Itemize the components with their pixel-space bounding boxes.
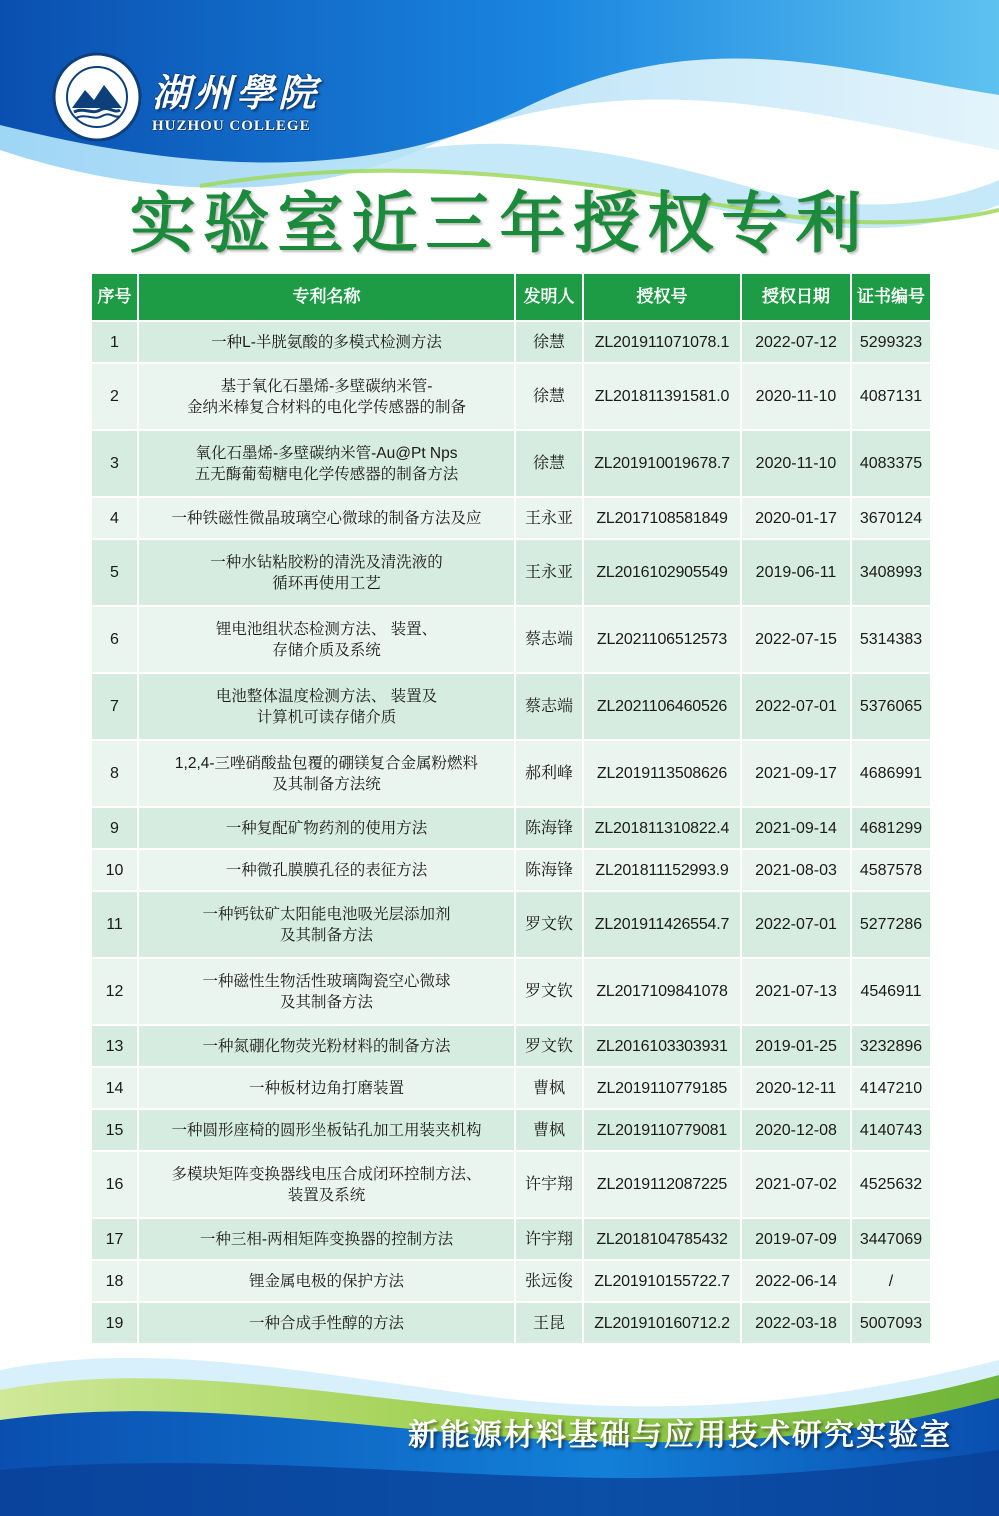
patent-name-line: 金纳米棒复合材料的电化学传感器的制备 bbox=[186, 398, 466, 416]
cell-grant-no: ZL2019110779081 bbox=[583, 1109, 741, 1151]
patent-name-line: 多模块矩阵变换器线电压合成闭环控制方法、 bbox=[171, 1165, 482, 1183]
patent-name-line: 计算机可读存储介质 bbox=[256, 708, 397, 726]
cell-grant-no: ZL201910155722.7 bbox=[583, 1260, 741, 1302]
cell-no: 12 bbox=[91, 958, 138, 1025]
cell-grant-no: ZL2021106512573 bbox=[583, 606, 741, 673]
cell-inventor: 曹枫 bbox=[515, 1109, 583, 1151]
cell-no: 15 bbox=[91, 1109, 138, 1151]
cell-no: 7 bbox=[91, 673, 138, 740]
cell-inventor: 王昆 bbox=[515, 1302, 583, 1344]
lab-name-footer: 新能源材料基础与应用技术研究实验室 bbox=[408, 1418, 952, 1453]
cell-no: 3 bbox=[91, 430, 138, 497]
table-row bbox=[91, 891, 931, 958]
cell-date: 2020-12-08 bbox=[741, 1109, 851, 1151]
cell-grant-no: ZL2016103303931 bbox=[583, 1025, 741, 1067]
cell-date: 2020-11-10 bbox=[741, 430, 851, 497]
cell-cert: 5314383 bbox=[851, 606, 931, 673]
cell-name bbox=[138, 1218, 515, 1260]
cell-inventor: 王永亚 bbox=[515, 539, 583, 606]
cell-name bbox=[138, 740, 515, 807]
table-row bbox=[91, 673, 931, 740]
cell-name bbox=[138, 1109, 515, 1151]
header-name: 专利名称 bbox=[138, 273, 515, 321]
cell-date: 2021-07-02 bbox=[741, 1151, 851, 1218]
college-chinese-name: 湖州學院 bbox=[152, 70, 321, 115]
patent-name-line: 一种氮硼化物荧光粉材料的制备方法 bbox=[202, 1037, 451, 1055]
patent-name-line: 一种铁磁性微晶玻璃空心微球的制备方法及应 bbox=[171, 509, 482, 527]
cell-grant-no: ZL201910160712.2 bbox=[583, 1302, 741, 1344]
cell-no: 19 bbox=[91, 1302, 138, 1344]
patent-name-line: 一种微孔膜膜孔径的表征方法 bbox=[225, 861, 428, 879]
cell-no: 17 bbox=[91, 1218, 138, 1260]
table-row bbox=[91, 497, 931, 539]
patent-name-line: 氧化石墨烯-多壁碳纳米管-Au@Pt Nps bbox=[195, 444, 458, 462]
patent-name-line: 存储介质及系统 bbox=[272, 641, 381, 659]
table-row bbox=[91, 606, 931, 673]
patent-name-line: 装置及系统 bbox=[287, 1186, 366, 1204]
patent-name-line: 一种水钻粘胶粉的清洗及清洗液的 bbox=[210, 553, 443, 571]
cell-name bbox=[138, 321, 515, 363]
cell-no: 2 bbox=[91, 363, 138, 430]
cell-no: 10 bbox=[91, 849, 138, 891]
cell-cert: 5007093 bbox=[851, 1302, 931, 1344]
patent-name-line: 一种板材边角打磨装置 bbox=[248, 1079, 404, 1097]
patent-name-line: 一种复配矿物药剂的使用方法 bbox=[225, 819, 428, 837]
cell-date: 2019-01-25 bbox=[741, 1025, 851, 1067]
patent-name-line: 一种磁性生物活性玻璃陶瓷空心微球 bbox=[202, 972, 451, 990]
cell-inventor: 许宇翔 bbox=[515, 1151, 583, 1218]
cell-no: 16 bbox=[91, 1151, 138, 1218]
college-english-name: HUZHOU COLLEGE bbox=[152, 118, 311, 134]
cell-grant-no: ZL201911071078.1 bbox=[583, 321, 741, 363]
cell-inventor: 许宇翔 bbox=[515, 1218, 583, 1260]
cell-cert: 5376065 bbox=[851, 673, 931, 740]
cell-cert: 4587578 bbox=[851, 849, 931, 891]
cell-grant-no: ZL2019110779185 bbox=[583, 1067, 741, 1109]
cell-name bbox=[138, 497, 515, 539]
cell-cert: 3670124 bbox=[851, 497, 931, 539]
cell-name bbox=[138, 958, 515, 1025]
cell-date: 2019-06-11 bbox=[741, 539, 851, 606]
cell-inventor: 王永亚 bbox=[515, 497, 583, 539]
cell-no: 6 bbox=[91, 606, 138, 673]
cell-name bbox=[138, 1260, 515, 1302]
cell-no: 5 bbox=[91, 539, 138, 606]
cell-name bbox=[138, 1025, 515, 1067]
cell-date: 2021-09-14 bbox=[741, 807, 851, 849]
cell-name bbox=[138, 1302, 515, 1344]
header-no: 序号 bbox=[91, 273, 138, 321]
cell-cert: 5299323 bbox=[851, 321, 931, 363]
cell-inventor: 蔡志端 bbox=[515, 606, 583, 673]
cell-date: 2021-09-17 bbox=[741, 740, 851, 807]
college-logo bbox=[52, 52, 352, 152]
table-row bbox=[91, 1260, 931, 1302]
patent-table bbox=[90, 272, 932, 1345]
cell-inventor: 张远俊 bbox=[515, 1260, 583, 1302]
page-title: 实验室近三年授权专利 bbox=[129, 184, 870, 262]
cell-name bbox=[138, 539, 515, 606]
patent-name-line: 一种三相-两相矩阵变换器的控制方法 bbox=[199, 1230, 454, 1248]
header-cert: 证书编号 bbox=[851, 273, 931, 321]
table-row bbox=[91, 1025, 931, 1067]
cell-date: 2021-08-03 bbox=[741, 849, 851, 891]
patent-name-line: 循环再使用工艺 bbox=[272, 574, 381, 592]
cell-date: 2022-03-18 bbox=[741, 1302, 851, 1344]
cell-cert: / bbox=[851, 1260, 931, 1302]
patent-name-line: 及其制备方法 bbox=[279, 926, 373, 944]
cell-date: 2019-07-09 bbox=[741, 1218, 851, 1260]
cell-inventor: 罗文钦 bbox=[515, 1025, 583, 1067]
header-grant-no: 授权号 bbox=[583, 273, 741, 321]
cell-cert: 4087131 bbox=[851, 363, 931, 430]
table-row bbox=[91, 321, 931, 363]
table-row bbox=[91, 363, 931, 430]
cell-grant-no: ZL2017109841078 bbox=[583, 958, 741, 1025]
cell-cert: 4525632 bbox=[851, 1151, 931, 1218]
cell-no: 9 bbox=[91, 807, 138, 849]
cell-date: 2022-07-01 bbox=[741, 891, 851, 958]
table-row bbox=[91, 1067, 931, 1109]
cell-cert: 4681299 bbox=[851, 807, 931, 849]
cell-no: 8 bbox=[91, 740, 138, 807]
cell-date: 2022-07-12 bbox=[741, 321, 851, 363]
cell-grant-no: ZL201811310822.4 bbox=[583, 807, 741, 849]
cell-grant-no: ZL201911426554.7 bbox=[583, 891, 741, 958]
patent-name-line: 及其制备方法统 bbox=[272, 775, 381, 793]
cell-inventor: 罗文钦 bbox=[515, 958, 583, 1025]
patent-name-line: 一种圆形座椅的圆形坐板钻孔加工用装夹机构 bbox=[171, 1121, 482, 1139]
patent-name-line: 及其制备方法 bbox=[279, 993, 373, 1011]
cell-cert: 3408993 bbox=[851, 539, 931, 606]
cell-inventor: 曹枫 bbox=[515, 1067, 583, 1109]
cell-grant-no: ZL201811391581.0 bbox=[583, 363, 741, 430]
cell-inventor: 徐慧 bbox=[515, 363, 583, 430]
table-row bbox=[91, 1109, 931, 1151]
cell-cert: 4083375 bbox=[851, 430, 931, 497]
cell-no: 11 bbox=[91, 891, 138, 958]
table-row bbox=[91, 1218, 931, 1260]
cell-cert: 4147210 bbox=[851, 1067, 931, 1109]
table-row bbox=[91, 958, 931, 1025]
cell-grant-no: ZL2018104785432 bbox=[583, 1218, 741, 1260]
cell-name bbox=[138, 1151, 515, 1218]
table-row bbox=[91, 807, 931, 849]
cell-name bbox=[138, 673, 515, 740]
cell-no: 14 bbox=[91, 1067, 138, 1109]
cell-no: 4 bbox=[91, 497, 138, 539]
patent-name-line: 一种合成手性醇的方法 bbox=[248, 1314, 404, 1332]
cell-inventor: 蔡志端 bbox=[515, 673, 583, 740]
cell-cert: 3447069 bbox=[851, 1218, 931, 1260]
cell-grant-no: ZL2016102905549 bbox=[583, 539, 741, 606]
cell-date: 2021-07-13 bbox=[741, 958, 851, 1025]
patent-name-line: 五无酶葡萄糖电化学传感器的制备方法 bbox=[194, 465, 459, 483]
cell-grant-no: ZL201910019678.7 bbox=[583, 430, 741, 497]
cell-grant-no: ZL2021106460526 bbox=[583, 673, 741, 740]
table-row bbox=[91, 430, 931, 497]
table-header-row bbox=[91, 273, 931, 321]
header-inventor: 发明人 bbox=[515, 273, 583, 321]
cell-inventor: 徐慧 bbox=[515, 430, 583, 497]
patent-name-line: 一种L-半胱氨酸的多模式检测方法 bbox=[211, 333, 442, 351]
cell-name bbox=[138, 849, 515, 891]
cell-no: 13 bbox=[91, 1025, 138, 1067]
cell-grant-no: ZL2019113508626 bbox=[583, 740, 741, 807]
cell-name bbox=[138, 606, 515, 673]
table-row bbox=[91, 1302, 931, 1344]
cell-cert: 4546911 bbox=[851, 958, 931, 1025]
patent-name-line: 一种钙钛矿太阳能电池吸光层添加剂 bbox=[202, 905, 451, 923]
patent-table-body bbox=[91, 321, 931, 1344]
cell-date: 2020-12-11 bbox=[741, 1067, 851, 1109]
cell-date: 2022-07-15 bbox=[741, 606, 851, 673]
cell-no: 1 bbox=[91, 321, 138, 363]
table-row bbox=[91, 1151, 931, 1218]
cell-name bbox=[138, 1067, 515, 1109]
cell-name bbox=[138, 430, 515, 497]
table-row bbox=[91, 740, 931, 807]
cell-name bbox=[138, 807, 515, 849]
cell-name bbox=[138, 891, 515, 958]
cell-inventor: 罗文钦 bbox=[515, 891, 583, 958]
cell-date: 2022-07-01 bbox=[741, 673, 851, 740]
table-row bbox=[91, 849, 931, 891]
cell-date: 2020-11-10 bbox=[741, 363, 851, 430]
cell-inventor: 徐慧 bbox=[515, 321, 583, 363]
cell-no: 18 bbox=[91, 1260, 138, 1302]
patent-name-line: 1,2,4-三唑硝酸盐包覆的硼镁复合金属粉燃料 bbox=[174, 754, 479, 772]
cell-inventor: 陈海锋 bbox=[515, 849, 583, 891]
cell-cert: 3232896 bbox=[851, 1025, 931, 1067]
cell-inventor: 郝利峰 bbox=[515, 740, 583, 807]
cell-cert: 4140743 bbox=[851, 1109, 931, 1151]
cell-grant-no: ZL201811152993.9 bbox=[583, 849, 741, 891]
cell-name bbox=[138, 363, 515, 430]
cell-grant-no: ZL2017108581849 bbox=[583, 497, 741, 539]
cell-grant-no: ZL2019112087225 bbox=[583, 1151, 741, 1218]
cell-inventor: 陈海锋 bbox=[515, 807, 583, 849]
cell-cert: 5277286 bbox=[851, 891, 931, 958]
cell-date: 2020-01-17 bbox=[741, 497, 851, 539]
patent-name-line: 基于氧化石墨烯-多壁碳纳米管- bbox=[220, 377, 433, 395]
patent-name-line: 锂电池组状态检测方法、 装置、 bbox=[215, 620, 438, 638]
header-date: 授权日期 bbox=[741, 273, 851, 321]
cell-cert: 4686991 bbox=[851, 740, 931, 807]
college-seal-icon bbox=[52, 52, 142, 142]
patent-name-line: 锂金属电极的保护方法 bbox=[248, 1272, 404, 1290]
patent-name-line: 电池整体温度检测方法、 装置及 bbox=[215, 687, 438, 705]
cell-date: 2022-06-14 bbox=[741, 1260, 851, 1302]
table-row bbox=[91, 539, 931, 606]
